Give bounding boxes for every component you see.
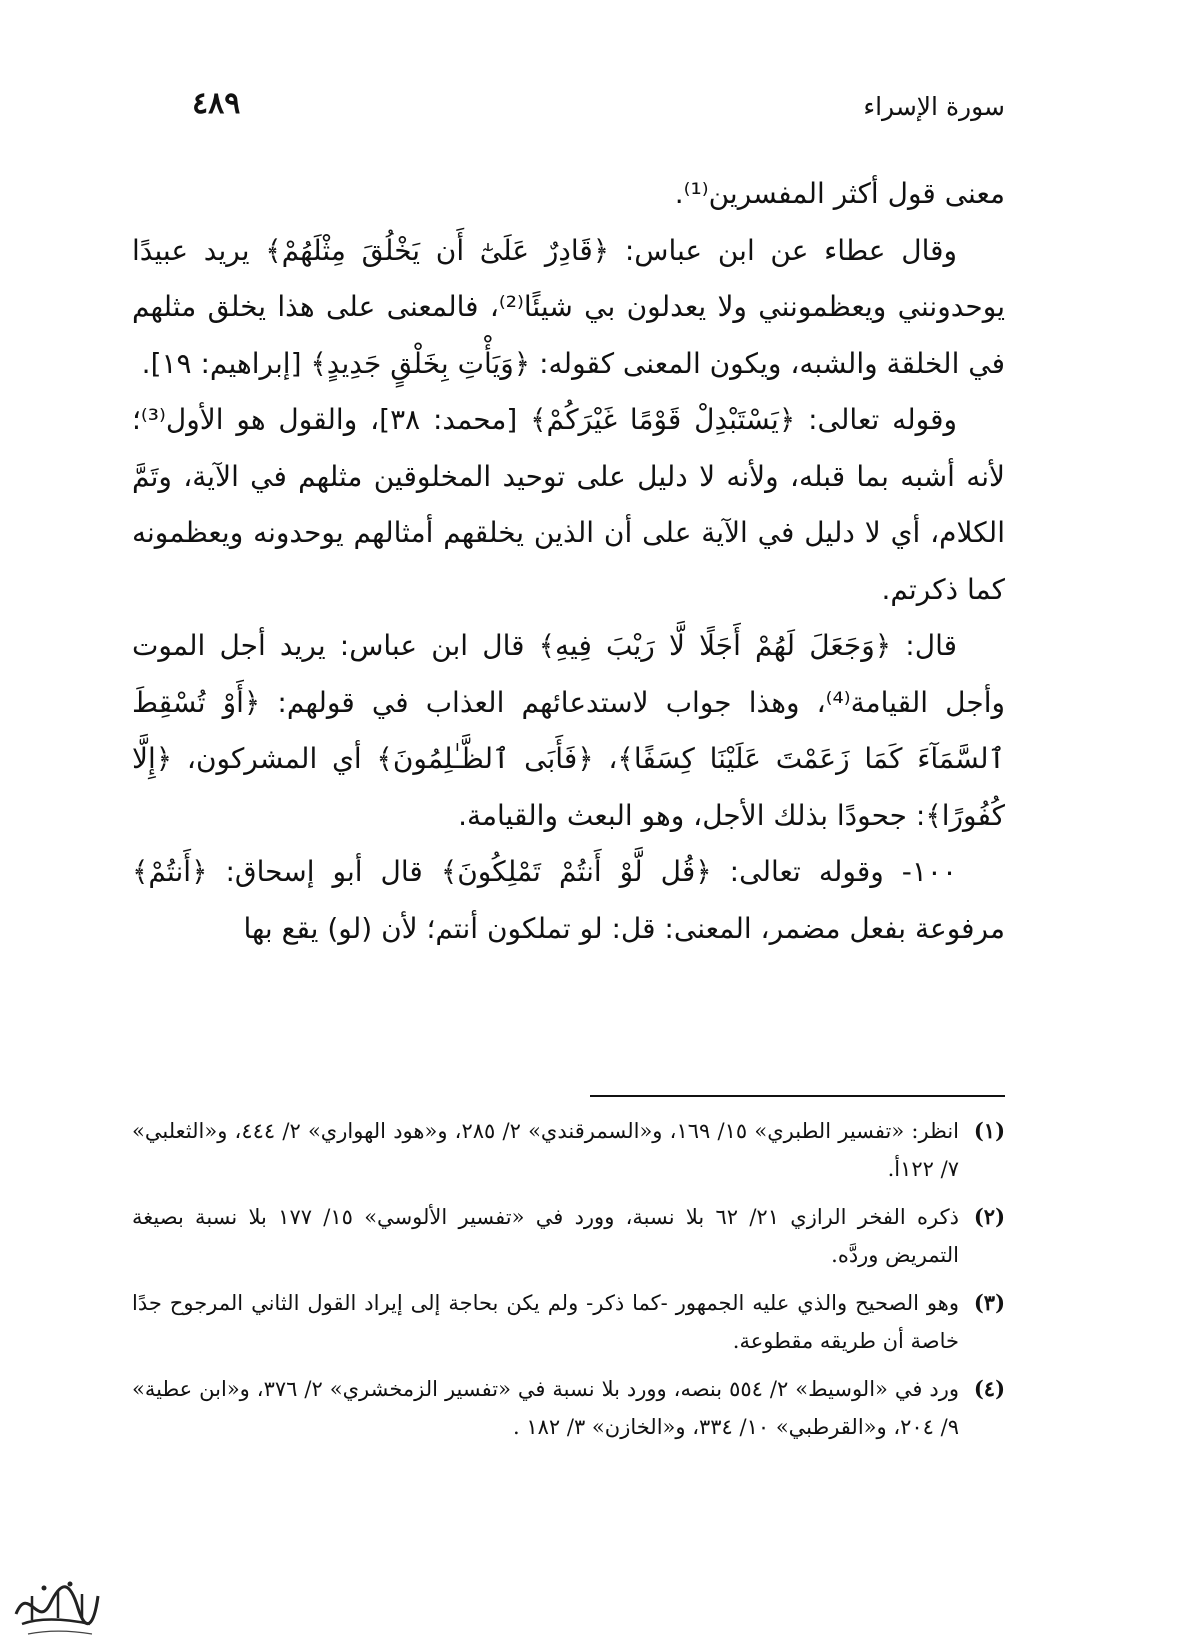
footnote-marker: (١) [973,1118,1005,1143]
footnote-text: انظر: «تفسير الطبري» ١٥/ ١٦٩، و«السمرقندي» ٢/ ٢٨٥، و«هود الهواري» ٢/ ٤٤٤، و«الثعلبي» ٧/ ١٢٢أ. [132,1119,959,1181]
footnote-3 [132,1284,1005,1360]
page-number: ٤٨٩ [192,86,241,121]
footnote-text: وهو الصحيح والذي عليه الجمهور -كما ذكر- ولم يكن بحاجة إلى إيراد القول الثاني المرجوح جدًا خاصة أن طريقه مقطوعة. [132,1291,959,1353]
footnote-1 [132,1112,1005,1188]
calligraphy-logo-icon [8,1574,104,1644]
footnote-marker: (٤) [973,1376,1005,1401]
footnote-divider [590,1095,1005,1097]
paragraph-5: ١٠٠- وقوله تعالى: ﴿قُل لَّوْ أَنتُمْ تَمْلِكُونَ﴾ قال أبو إسحاق: ﴿أَنتُمْ﴾ مرفوعة بفعل مضمر، المعنى: قل: لو تملكون أنتم؛ لأن (لو) يقع بها [132,855,1005,945]
footnote-text: ورد في «الوسيط» ٢/ ٥٥٤ بنصه، وورد بلا نسبة في «تفسير الزمخشري» ٢/ ٣٧٦، و«ابن عطية» ٩/ ٢٠٤، و«القرطبي» ١٠/ ٣٣٤، و«الخازن» ٣/ ١٨٢ . [132,1377,960,1439]
paragraph-3: وقوله تعالى: ﴿يَسْتَبْدِلْ قَوْمًا غَيْرَكُمْ﴾ [محمد: ٣٨]، والقول هو الأول⁽³⁾؛ لأنه أشبه بما قبله، ولأنه لا دليل على توحيد المخلوقين مثلهم في الآية، وتَمَّ الكلام، أي لا دليل في الآية على أن الذين يخلقهم أمثالهم يوحدونه ويعظمونه كما ذكرتم. [132,403,1005,606]
footnote-marker: (٢) [973,1204,1005,1229]
footnote-4 [132,1370,1005,1446]
publisher-logo-watermark [8,1574,104,1644]
paragraph-2: وقال عطاء عن ابن عباس: ﴿قَادِرٌ عَلَىٰٓ أَن يَخْلُقَ مِثْلَهُمْ﴾ يريد عبيدًا يوحدونني ويعظمونني ولا يعدلون بي شيئًا⁽²⁾، فالمعنى على هذا يخلق مثلهم في الخلقة والشبه، ويكون المعنى كقوله: ﴿وَيَأْتِ بِخَلْقٍ جَدِيدٍ﴾ [إبراهيم: ١٩]. [132,233,1005,380]
main-text [132,166,1005,957]
page-header [192,84,1005,134]
paragraph-1: معنى قول أكثر المفسرين⁽¹⁾. [674,177,1005,210]
paragraph-4: قال: ﴿وَجَعَلَ لَهُمْ أَجَلًا لَّا رَيْبَ فِيهِ﴾ قال ابن عباس: يريد أجل الموت وأجل القيامة⁽⁴⁾، وهذا جواب لاستدعائهم العذاب في قولهم: ﴿أَوْ تُسْقِطَ ٱلسَّمَآءَ كَمَا زَعَمْتَ عَلَيْنَا كِسَفًا﴾، ﴿فَأَبَى ٱلظَّـٰلِمُونَ﴾ أي المشركون، ﴿إِلَّا كُفُورًا﴾: جحودًا بذلك الأجل، وهو البعث والقيامة. [132,629,1005,832]
footnotes [132,1112,1005,1456]
footnote-2 [132,1198,1005,1274]
footnote-text: ذكره الفخر الرازي ٢١/ ٦٢ بلا نسبة، وورد في «تفسير الألوسي» ١٥/ ١٧٧ بلا نسبة بصيغة التمريض وردَّه. [132,1205,959,1267]
surah-title: سورة الإسراء [863,92,1005,121]
footnote-marker: (٣) [973,1290,1005,1315]
